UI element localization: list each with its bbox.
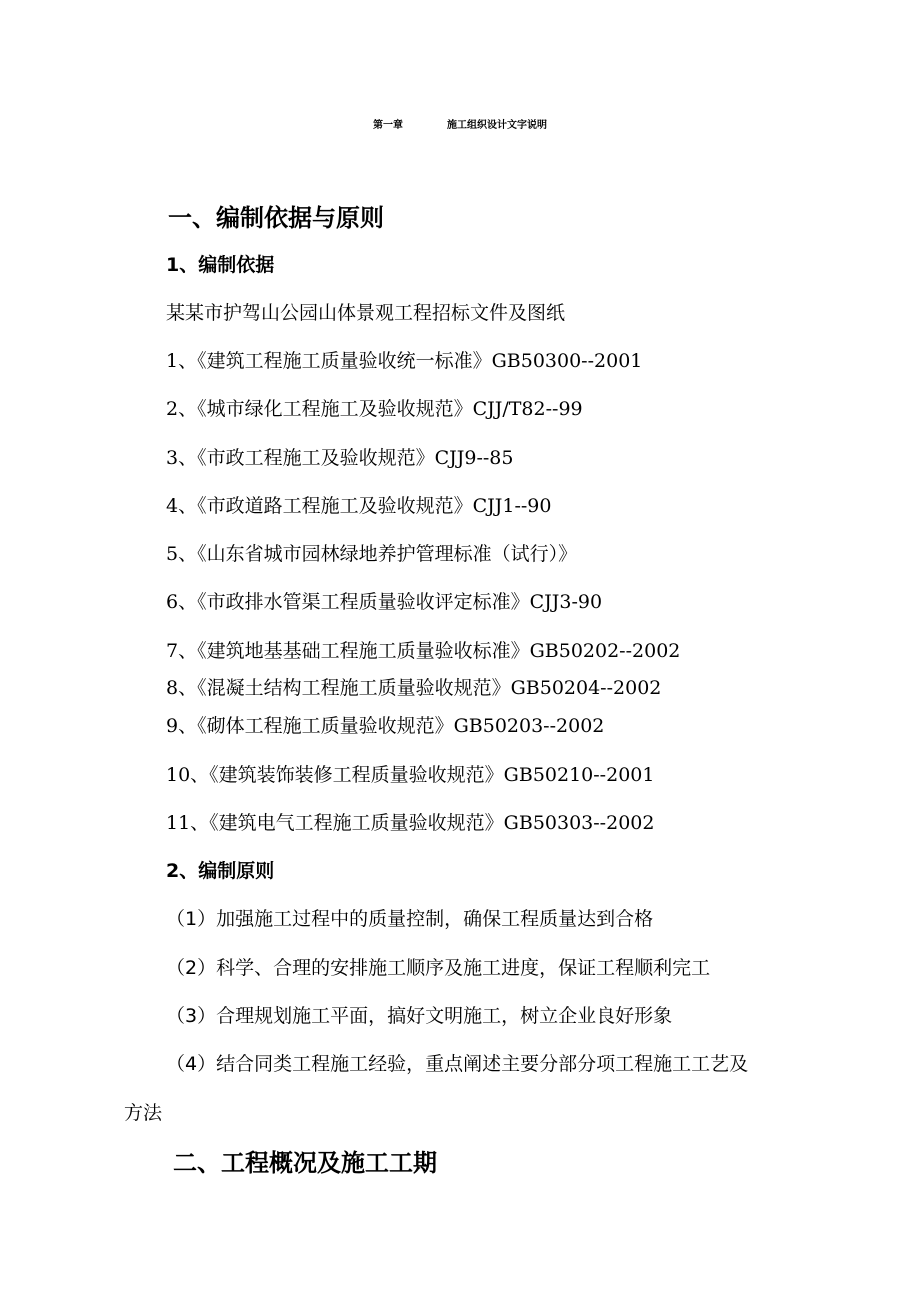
principle-item-2: （2）科学、合理的安排施工顺序及施工进度，保证工程顺利完工 <box>166 957 711 979</box>
basis-item-9: 9、《砌体工程施工质量验收规范》GB50203--2002 <box>166 715 605 737</box>
basis-item-10: 10、《建筑装饰装修工程质量验收规范》GB50210--2001 <box>166 764 655 786</box>
basis-item-6: 6、《市政排水管渠工程质量验收评定标准》CJJ3-90 <box>166 591 603 613</box>
chapter-title-text: 施工组织设计文字说明 <box>447 120 547 131</box>
subsection-heading-principles: 2、编制原则 <box>166 860 275 882</box>
basis-intro: 某某市护驾山公园山体景观工程招标文件及图纸 <box>166 302 566 324</box>
basis-item-7: 7、《建筑地基基础工程施工质量验收标准》GB50202--2002 <box>166 640 681 662</box>
section-heading-2: 二、工程概况及施工工期 <box>173 1149 437 1177</box>
basis-item-4: 4、《市政道路工程施工及验收规范》CJJ1--90 <box>166 495 552 517</box>
basis-item-11: 11、《建筑电气工程施工质量验收规范》GB50303--2002 <box>166 812 655 834</box>
chapter-number: 第一章 <box>373 120 403 131</box>
principle-item-4: （4）结合同类工程施工经验，重点阐述主要分部分项工程施工工艺及 <box>166 1053 749 1075</box>
basis-item-2: 2、《城市绿化工程施工及验收规范》CJJ/T82--99 <box>166 398 583 420</box>
basis-item-5: 5、《山东省城市园林绿地养护管理标准（试行）》 <box>166 543 578 565</box>
principle-item-3: （3）合理规划施工平面，搞好文明施工，树立企业良好形象 <box>166 1005 673 1027</box>
principle-item-4-continued: 方法 <box>124 1102 163 1124</box>
basis-item-3: 3、《市政工程施工及验收规范》CJJ9--85 <box>166 447 514 469</box>
section-heading-1: 一、编制依据与原则 <box>168 204 384 232</box>
subsection-heading-basis: 1、编制依据 <box>166 254 275 276</box>
basis-item-8: 8、《混凝土结构工程施工质量验收规范》GB50204--2002 <box>166 677 662 699</box>
basis-item-1: 1、《建筑工程施工质量验收统一标准》GB50300--2001 <box>166 350 643 372</box>
chapter-title <box>0 121 920 131</box>
principle-item-1: （1）加强施工过程中的质量控制，确保工程质量达到合格 <box>166 908 654 930</box>
